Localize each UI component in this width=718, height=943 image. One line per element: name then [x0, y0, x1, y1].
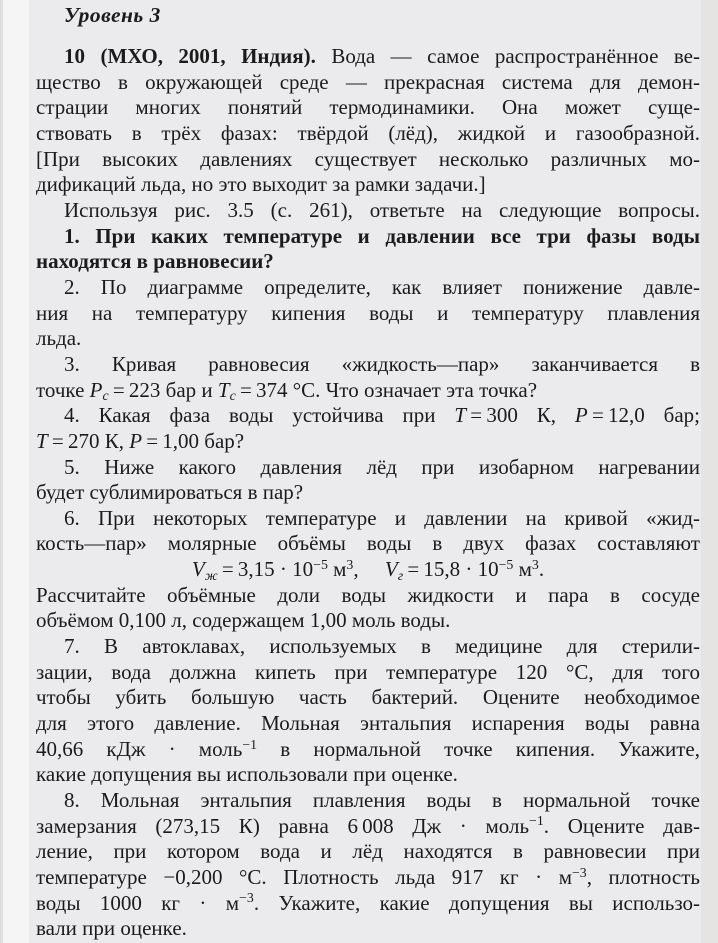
- text-run: −1: [529, 813, 544, 829]
- text-run: Вода — самое распространённое ве-: [315, 44, 700, 68]
- text-line: [36, 839, 700, 865]
- text-line: [36, 352, 700, 378]
- text-run: 6. При некоторых температуре и давлении на кривой «жид-: [64, 505, 700, 530]
- text-run: чтобы убить большую часть бактерий. Оцените необходимое: [36, 685, 700, 710]
- text-run: c: [102, 388, 109, 404]
- text-line: [36, 275, 700, 301]
- text-line: [36, 788, 700, 814]
- text-line: [36, 44, 700, 70]
- text-run: ствовать в трёх фазах: твёрдой (лёд), жидкой и газообразной.: [36, 120, 700, 145]
- text-line: [36, 531, 700, 557]
- text-line: [36, 326, 700, 352]
- text-run: −3: [239, 890, 254, 906]
- text-run: −5: [313, 556, 328, 572]
- text-line: [36, 301, 700, 327]
- text-run: −5: [498, 556, 514, 572]
- text-line: [36, 608, 700, 634]
- text-run: воды 1000 кг · м: [36, 890, 240, 915]
- text-run: ния на температуру кипения воды и температуру плавления: [36, 300, 700, 325]
- text-line: [36, 557, 700, 583]
- text-line: [36, 583, 700, 609]
- text-run: 2. По диаграмме определите, как влияет понижение давле-: [64, 274, 700, 299]
- page-text-lines: [36, 44, 700, 942]
- text-run: ,: [353, 557, 385, 582]
- text-run: V: [384, 557, 398, 582]
- text-run: ж: [204, 568, 218, 583]
- text-run: P: [89, 377, 103, 402]
- text-run: для этого давление. Мольная энтальпия испарения воды равна: [36, 711, 700, 736]
- text-run: = 223 бар и: [108, 377, 218, 402]
- text-run: 3. Кривая равновесия «жидкость—пар» заканчивается в: [64, 351, 700, 376]
- text-line: [36, 660, 700, 686]
- text-run: щество в окружающей среде — прекрасная система для демон-: [36, 69, 700, 94]
- text-line: [36, 480, 700, 506]
- text-run: замерзания (273,15 К) равна 6 008 Дж · моль: [36, 813, 530, 838]
- text-run: c: [229, 388, 236, 404]
- text-run: −3: [571, 864, 587, 880]
- text-line: [36, 865, 700, 891]
- text-run: точке: [36, 377, 90, 402]
- text-line: [36, 916, 700, 942]
- text-run: V: [191, 557, 205, 582]
- level-heading: Уровень 3: [64, 3, 161, 27]
- text-run: [При высоких давлениях существует несколько различных мо-: [36, 146, 700, 171]
- text-line: [36, 711, 700, 737]
- text-line: [36, 762, 700, 788]
- text-line: [36, 685, 700, 711]
- text-line: [36, 455, 700, 481]
- text-run: зации, вода должна кипеть при температуре 120 °C, для того: [36, 659, 700, 684]
- text-line: [36, 506, 700, 532]
- text-run: 40,66 кДж · моль: [36, 736, 243, 761]
- text-line: [36, 403, 700, 429]
- text-run: температуре −0,200 °C. Плотность льда 917 кг · м: [36, 865, 572, 889]
- text-run: находятся в равновесии?: [36, 249, 274, 274]
- text-run: . Укажите, какие допущения вы использо-: [253, 890, 701, 915]
- text-line: [36, 737, 700, 763]
- text-run: = 300 К,: [466, 403, 575, 428]
- text-run: P: [129, 428, 143, 453]
- text-run: .: [538, 557, 545, 582]
- text-run: вали при оценке.: [36, 916, 187, 941]
- text-run: −1: [242, 736, 258, 752]
- text-run: = 3,15 · 10: [217, 557, 314, 582]
- text-run: страции многих понятий термодинамики. Она может суще-: [36, 95, 700, 120]
- text-run: льда.: [36, 326, 82, 351]
- text-run: 10 (МХО, 2001, Индия).: [64, 44, 316, 68]
- text-run: T: [217, 377, 230, 402]
- text-line: [36, 224, 700, 250]
- text-run: объёмом 0,100 л, содержащем 1,00 моль воды.: [36, 608, 451, 633]
- text-run: = 1,00 бар?: [142, 428, 245, 453]
- text-run: в нормальной точке кипения. Укажите,: [257, 736, 700, 761]
- text-line: [36, 172, 700, 198]
- text-run: T: [36, 428, 48, 453]
- text-run: = 12,0 бар;: [587, 403, 700, 428]
- text-line: [36, 814, 700, 840]
- text-run: м: [327, 557, 347, 582]
- text-run: 3: [531, 556, 539, 572]
- text-run: Используя рис. 3.5 (с. 261), ответьте на следующие вопросы.: [64, 197, 700, 222]
- text-run: P: [574, 403, 588, 428]
- text-line: [36, 95, 700, 121]
- text-run: 1. При каких температуре и давлении все три фазы воды: [64, 223, 700, 248]
- text-line: [36, 429, 700, 455]
- page-margin-right: [701, 0, 718, 943]
- text-run: T: [454, 403, 467, 428]
- text-line: [36, 634, 700, 660]
- text-run: г: [397, 568, 404, 583]
- text-run: 4. Какая фаза воды устойчива при: [64, 403, 455, 428]
- text-run: какие допущения вы использовали при оценке.: [36, 762, 458, 787]
- text-run: будет сублимироваться в пар?: [36, 480, 304, 505]
- text-run: дификаций льда, но это выходит за рамки задачи.]: [36, 172, 486, 197]
- text-run: = 270 К,: [47, 428, 130, 453]
- page-margin-left: [3, 0, 29, 943]
- text-line: [36, 378, 700, 404]
- text-run: Рассчитайте объёмные доли воды жидкости и пара в сосуде: [36, 582, 700, 607]
- page-text: [36, 2, 700, 942]
- text-run: 7. В автоклавах, используемых в медицине для стерили-: [64, 634, 700, 659]
- text-run: 5. Ниже какого давления лёд при изобарном нагревании: [64, 454, 700, 479]
- text-run: 3: [346, 556, 354, 572]
- text-run: ление, при котором вода и лёд находятся в равновесии при: [36, 839, 700, 864]
- text-line: [36, 249, 700, 275]
- text-run: 8. Мольная энтальпия плавления воды в нормальной точке: [64, 788, 700, 813]
- text-line: [36, 891, 700, 917]
- text-line: [36, 121, 700, 147]
- text-run: м: [513, 557, 532, 582]
- text-line: [36, 70, 700, 96]
- text-run: = 374 °C. Что означает эта точка?: [235, 377, 538, 402]
- text-line: [36, 147, 700, 173]
- text-run: = 15,8 · 10: [403, 557, 499, 582]
- text-run: , плотность: [586, 865, 700, 889]
- text-run: кость—пар» молярные объёмы воды в двух фазах составляют: [36, 531, 700, 556]
- text-run: . Оцените дав-: [543, 813, 700, 838]
- text-line: [36, 198, 700, 224]
